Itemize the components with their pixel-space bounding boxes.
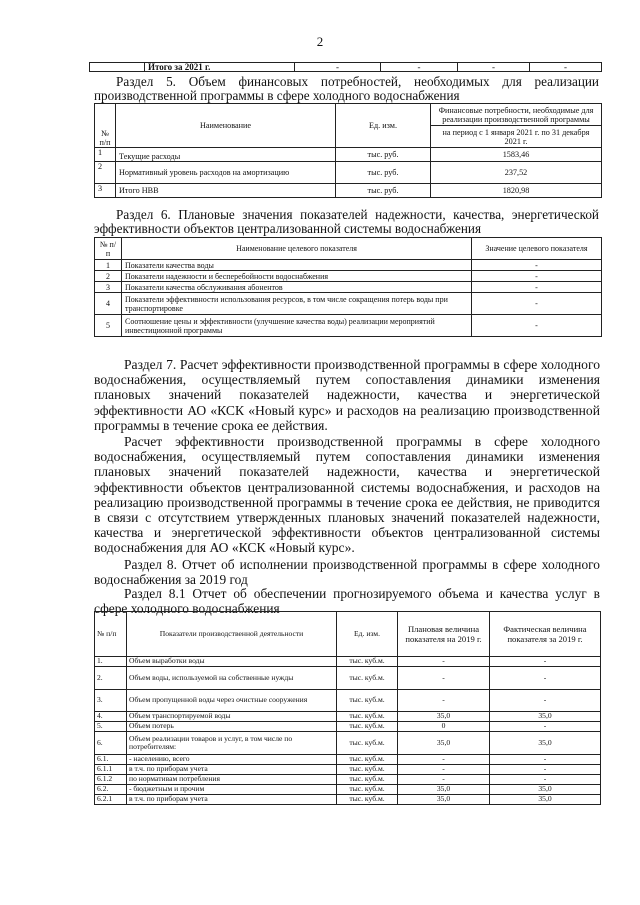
s6-cell-value: - [472,271,602,282]
section8-1-heading: Раздел 8.1 Отчет об обеспечении прогнозируемого объема и качества услуг в сфере холодного водоснабжения [94,586,600,617]
s8-cell-fact: - [490,667,601,690]
s6-cell-num: 2 [95,271,122,282]
s8-header-unit: Ед. изм. [337,612,398,657]
section5-table [94,103,602,198]
s8-cell-fact: - [490,722,601,732]
s8-cell-num: 4. [95,712,127,722]
total-row-value: - [458,63,530,72]
total-row-label: Итого за 2021 г. [145,63,295,72]
table-row [95,722,601,732]
table-row [95,260,602,271]
s8-cell-name: Объем транспортируемой воды [127,712,337,722]
total-row [90,63,602,72]
section6-table [94,237,602,337]
s8-cell-name: по нормативам потребления [127,775,337,785]
section5-heading: Раздел 5. Объем финансовых потребностей, необходимых для реализации производственной программы в сфере холодного водоснабжения [94,74,599,103]
s6-cell-name: Показатели надежности и бесперебойности водоснабжения [122,271,472,282]
s8-cell-unit: тыс. куб.м. [337,722,398,732]
s6-cell-num: 3 [95,282,122,293]
s5-header-period: на период с 1 января 2021 г. по 31 декабря 2021 г. [431,126,602,148]
s6-cell-num: 1 [95,260,122,271]
s6-cell-value: - [472,260,602,271]
table-row [95,657,601,667]
s8-cell-plan: - [398,667,490,690]
s8-cell-unit: тыс. куб.м. [337,795,398,805]
s8-cell-unit: тыс. куб.м. [337,732,398,755]
s8-cell-plan: - [398,765,490,775]
s6-cell-num: 4 [95,293,122,315]
s8-cell-num: 5. [95,722,127,732]
table-row [95,775,601,785]
s6-header-name: Наименование целевого показателя [122,238,472,260]
s5-header-num: № п/п [95,104,116,148]
s6-cell-name: Соотношение цены и эффективности (улучшение качества воды) реализации мероприятий инвестиционной программы [122,315,472,337]
s8-cell-fact: - [490,775,601,785]
s8-cell-unit: тыс. куб.м. [337,785,398,795]
table-row [95,785,601,795]
s8-cell-plan: 35,0 [398,795,490,805]
s6-cell-num: 5 [95,315,122,337]
s8-cell-num: 6.1.2 [95,775,127,785]
s8-cell-num: 2. [95,667,127,690]
s5-cell-num: 3 [95,184,116,198]
s8-cell-fact: 35,0 [490,785,601,795]
s6-cell-name: Показатели эффективности использования ресурсов, в том числе сокращения потерь воды при транспортировке [122,293,472,315]
s5-cell-unit: тыс. руб. [336,184,431,198]
total-row-value: - [295,63,381,72]
table-row [95,162,602,184]
table-row [95,271,602,282]
s5-header-unit: Ед. изм. [336,104,431,148]
s6-cell-name: Показатели качества обслуживания абонентов [122,282,472,293]
s5-cell-unit: тыс. руб. [336,162,431,184]
s6-header-num: № п/п [95,238,122,260]
s8-header-name: Показатели производственной деятельности [127,612,337,657]
s8-cell-num: 6.1. [95,755,127,765]
s6-cell-value: - [472,282,602,293]
s8-cell-num: 6.2.1 [95,795,127,805]
s8-cell-fact: - [490,755,601,765]
s8-cell-plan: 35,0 [398,732,490,755]
s8-cell-unit: тыс. куб.м. [337,657,398,667]
section7-paragraph-2: Расчет эффективности производственной программы в сфере холодного водоснабжения, осуществляемый путем сопоставления динамики изменения плановых значений показателей надежности, качества и энергетической эффективности объектов централизованной системы водоснабжения, и расходов на реализацию производственной программы в течение срока ее действия, не приводится в связи с отсутствием утвержденных плановых значений показателей надежности, качества и энергетической эффективности объектов централизованной системы водоснабжения для АО «КСК «Новый курс». [94,434,600,556]
table-row [95,282,602,293]
s8-header-num: № п/п [95,612,127,657]
s8-cell-unit: тыс. куб.м. [337,690,398,712]
s8-cell-num: 6.2. [95,785,127,795]
s8-cell-name: в т.ч. по приборам учета [127,795,337,805]
section8-table [94,611,601,805]
s8-cell-unit: тыс. куб.м. [337,755,398,765]
s5-cell-value: 1820,98 [431,184,602,198]
s5-header-fin: Финансовые потребности, необходимые для реализации производственной программы [431,104,602,126]
s6-cell-name: Показатели качества воды [122,260,472,271]
table-row [95,690,601,712]
s5-cell-unit: тыс. руб. [336,148,431,162]
s8-cell-name: Объем воды, используемой на собственные нужды [127,667,337,690]
s8-cell-name: в т.ч. по приборам учета [127,765,337,775]
table-row [95,732,601,755]
s8-cell-fact: 35,0 [490,795,601,805]
s8-cell-plan: 0 [398,722,490,732]
s8-cell-plan: - [398,755,490,765]
s8-cell-unit: тыс. куб.м. [337,712,398,722]
s8-cell-name: Объем потерь [127,722,337,732]
s5-cell-name: Текущие расходы [116,148,336,162]
s5-cell-name: Итого НВВ [116,184,336,198]
total-row-value: - [381,63,458,72]
s6-header-value: Значение целевого показателя [472,238,602,260]
page-number: 2 [316,34,324,49]
total-row-value: - [530,63,602,72]
s5-header-name: Наименование [116,104,336,148]
s8-cell-plan: - [398,690,490,712]
table-row [95,315,602,337]
s6-cell-value: - [472,293,602,315]
s8-cell-unit: тыс. куб.м. [337,775,398,785]
s8-cell-num: 3. [95,690,127,712]
s8-cell-unit: тыс. куб.м. [337,765,398,775]
s8-cell-num: 1. [95,657,127,667]
table-row [95,293,602,315]
table-row [95,184,602,198]
total-row-table [89,62,602,72]
s8-cell-fact: 35,0 [490,732,601,755]
s8-cell-num: 6.1.1 [95,765,127,775]
s5-cell-num: 2 [95,162,116,184]
table-row [95,667,601,690]
s8-cell-plan: - [398,775,490,785]
table-row [95,765,601,775]
s8-cell-name: Объем реализации товаров и услуг, в том числе по потребителям: [127,732,337,755]
table-row [95,148,602,162]
section6-heading: Раздел 6. Плановые значения показателей надежности, качества, энергетической эффективности объектов централизованной системы водоснабжения [94,207,599,236]
s6-cell-value: - [472,315,602,337]
section8-heading: Раздел 8. Отчет об исполнении производственной программы в сфере холодного водоснабжения за 2019 год [94,557,600,588]
s8-cell-plan: 35,0 [398,712,490,722]
s8-cell-num: 6. [95,732,127,755]
s8-cell-unit: тыс. куб.м. [337,667,398,690]
s8-cell-plan: 35,0 [398,785,490,795]
s5-cell-value: 237,52 [431,162,602,184]
table-row [95,755,601,765]
s8-cell-name: - населению, всего [127,755,337,765]
s5-cell-num: 1 [95,148,116,162]
s8-cell-fact: - [490,765,601,775]
table-row [95,712,601,722]
s8-header-fact: Фактическая величина показателя за 2019 г. [490,612,601,657]
s8-header-plan: Плановая величина показателя на 2019 г. [398,612,490,657]
s8-cell-name: Объем выработки воды [127,657,337,667]
s5-cell-name: Нормативный уровень расходов на амортизацию [116,162,336,184]
s8-cell-fact: - [490,657,601,667]
s8-cell-fact: - [490,690,601,712]
s8-cell-fact: 35,0 [490,712,601,722]
s8-cell-plan: - [398,657,490,667]
section7-paragraph-1: Раздел 7. Расчет эффективности производственной программы в сфере холодного водоснабжения, осуществляемый путем сопоставления динамики изменения плановых значений показателей надежности, качества и энергетической эффективности АО «КСК «Новый курс» и расходов на реализацию производственной программы в течение срока ее действия. [94,357,600,433]
s8-cell-name: Объем пропущенной воды через очистные сооружения [127,690,337,712]
total-row-empty-cell [90,63,145,72]
s5-cell-value: 1583,46 [431,148,602,162]
s8-cell-name: - бюджетным и прочим [127,785,337,795]
table-row [95,795,601,805]
